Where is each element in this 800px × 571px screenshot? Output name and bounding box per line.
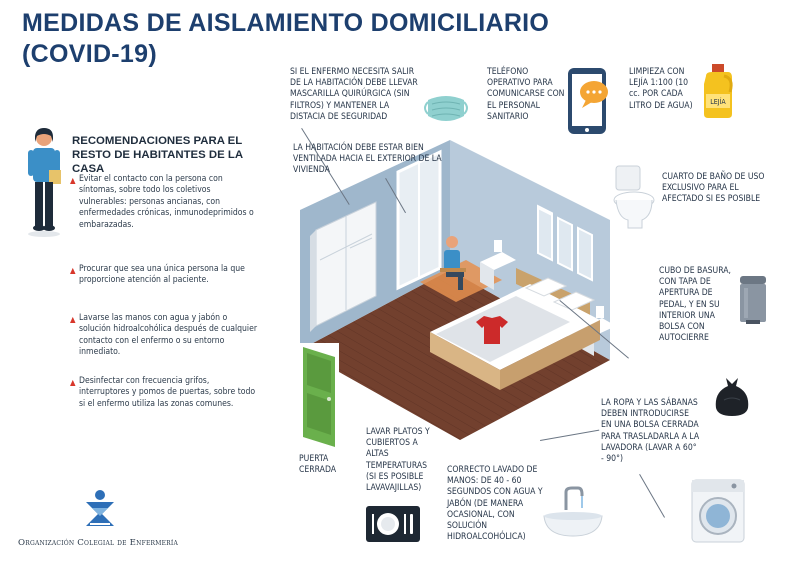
warning-triangle-icon: ▲ [70, 378, 76, 387]
organization-name: Organización Colegial de Enfermería [18, 538, 178, 548]
bathroom-label: CUARTO DE BAÑO DE USO EXCLUSIVO PARA EL AFECTADO SI ES POSIBLE [662, 172, 765, 205]
person-icon [24, 126, 64, 238]
plate-cutlery-icon [366, 506, 420, 542]
washing-machine-icon [690, 478, 746, 544]
warning-triangle-icon: ▲ [70, 315, 76, 324]
recommendation-item: ▲ Evitar el contacto con la persona con síntomas, sobre todo los coletivos vulnerables: personas ancianas, con enfermedades crónicas, inmunodeprimidos o embarazadas. [70, 174, 254, 230]
laundry-label: LA ROPA Y LAS SÁBANAS DEBEN INTRODUCIRSE EN UNA BOLSA CERRADA PARA TRASLADARLA A LA LAVADORA (LAVAR A 60° - 90°) [601, 398, 700, 465]
recommendations-heading: RECOMENDACIONES PARA EL RESTO DE HABITANTES DE LA CASA [72, 135, 243, 175]
recommendation-item: ▲ Desinfectar con frecuencia grifos, interruptores y pomos de puertas, sobre todo si el enfermo utiliza las zonas comunes. [70, 376, 256, 409]
handwash-label: CORRECTO LAVADO DE MANOS: DE 40 - 60 SEGUNDOS CON AGUA Y JABÓN (DE MANERA OCASIONAL, CON SOLUCIÓN HIDROALCOHÓLICA) [447, 465, 543, 543]
door-label: PUERTA CERRADA [299, 454, 337, 476]
toilet-icon [612, 166, 656, 230]
pedal-bin-icon [736, 276, 770, 326]
dishes-label: LAVAR PLATOS Y CUBIERTOS A ALTAS TEMPERATURAS (SI ES POSIBLE LAVAVAJILLAS) [366, 427, 430, 494]
nursing-organization-logo [82, 488, 118, 530]
bleach-bottle-icon [700, 64, 736, 118]
bleach-label: LIMPIEZA CON LEJÍA 1:100 (10 cc. POR CADA LITRO DE AGUA) [629, 67, 693, 111]
page-title: MEDIDAS DE AISLAMIENTO DOMICILIARIO (COVID-19) [22, 9, 550, 68]
closed-door-icon [299, 343, 339, 447]
phone-label: TELÉFONO OPERATIVO PARA COMUNICARSE CON EL PERSONAL SANITARIO [487, 67, 565, 122]
warning-triangle-icon: ▲ [70, 176, 76, 185]
ventilation-label: LA HABITACIÓN DEBE ESTAR BIEN VENTILADA HACIA EL EXTERIOR DE LA VIVIENDA [293, 143, 442, 176]
surgical-mask-icon [422, 92, 470, 126]
warning-triangle-icon: ▲ [70, 266, 76, 275]
sink-icon [542, 486, 604, 544]
phone-chat-icon [566, 66, 610, 136]
recommendation-item: ▲ Lavarse las manos con agua y jabón o solución hidroalcohólica después de cualquier contacto con el enfermo o su entorno inmediato. [70, 313, 258, 358]
mask-label: SI EL ENFERMO NECESITA SALIR DE LA HABITACIÓN DEBE LLEVAR MASCARILLA QUIRÚRGICA (SIN FILTROS) Y MANTENER LA DISTACIA DE SEGURIDAD [290, 67, 418, 122]
bin-label: CUBO DE BASURA, CON TAPA DE APERTURA DE PEDAL, Y EN SU INTERIOR UNA BOLSA CON AUTOCIERRE [659, 266, 731, 344]
bleach-bottle-label: LEJÍA [710, 98, 726, 106]
garbage-bag-icon [712, 374, 752, 416]
recommendation-item: ▲ Procurar que sea una única persona la que proporcione atención al paciente. [70, 264, 245, 286]
